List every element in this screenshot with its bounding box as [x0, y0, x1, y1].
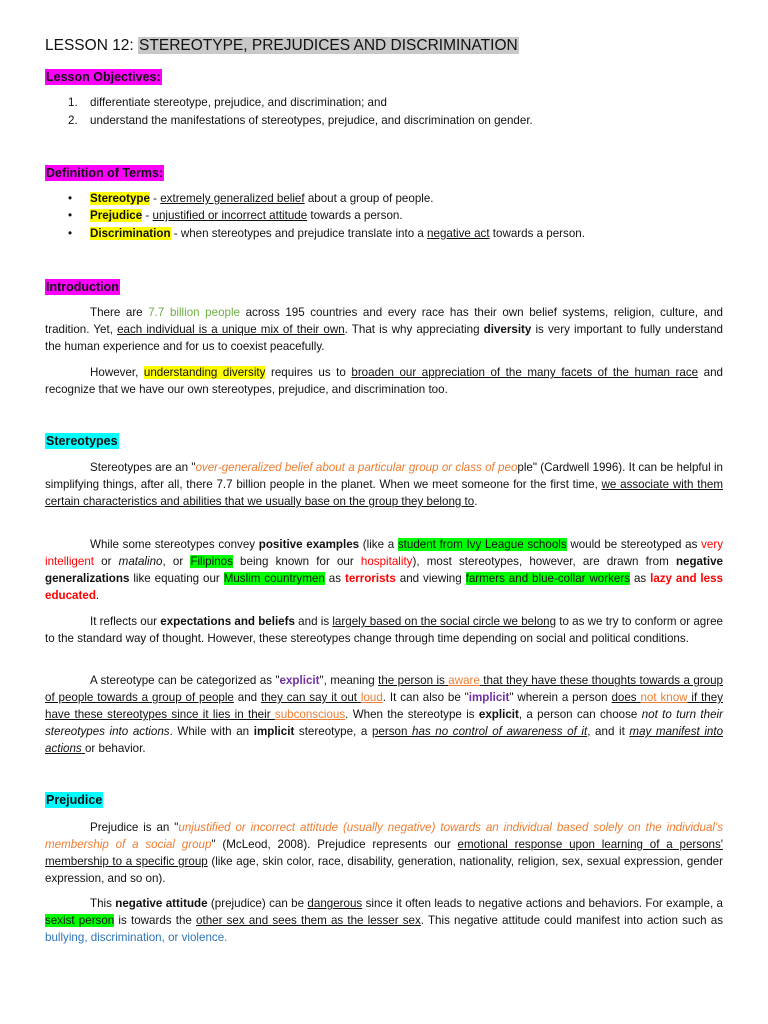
text-run: . When the stereotype is: [345, 708, 479, 721]
text-run: person: [371, 725, 412, 738]
introduction-paragraph-2: [45, 364, 723, 398]
text-run: ), most stereotypes, however, are drawn from: [412, 555, 676, 568]
stereotypes-paragraph-4: [45, 672, 723, 757]
lesson-title: [45, 37, 519, 55]
text-run: . While with an: [169, 725, 254, 738]
text-run: very intelligent: [45, 538, 724, 568]
text-run: or behavior.: [84, 742, 146, 755]
text-run: " wherein a person: [509, 691, 612, 704]
text-run: Muslim countrymen: [223, 572, 325, 585]
text-run: farmers and blue-collar workers: [465, 572, 631, 585]
text-run: is towards the: [114, 914, 197, 927]
text-run: other sex and sees them as the lesser sex: [196, 914, 421, 927]
text-run: Filipinos: [190, 555, 233, 568]
text-run: terrorists: [344, 572, 396, 585]
text-run: to as we try to conform or agree to the standard way of thought. However, these stereotypes change through time depending on social and political conditions.: [45, 615, 723, 645]
bullet-icon: •: [68, 227, 73, 240]
lesson-number: LESSON 12:: [45, 37, 139, 54]
text-run: " (McLeod, 2008). Prejudice represents our: [211, 838, 458, 851]
text-run: as: [630, 572, 651, 585]
text-run: would be stereotyped as: [566, 538, 702, 551]
definition-item: • Prejudice - unjustified or incorrect attitude towards a person.: [68, 209, 403, 222]
text-run: that they have these thoughts towards a group of people towards a group of people: [45, 674, 723, 704]
text-run: stereotype, a: [294, 725, 372, 738]
text-run: like equating our: [129, 572, 224, 585]
text-run: Prejudice is an ": [90, 821, 179, 834]
text-run: While some stereotypes convey: [90, 538, 259, 551]
objective-item: 2. understand the manifestations of stereotypes, prejudice, and discrimination on gender.: [68, 114, 533, 127]
stereotypes-heading: Stereotypes: [46, 434, 118, 448]
text-run: broaden our appreciation of the many facets of the human race: [351, 366, 699, 379]
text-run: is very important to fully understand the human experience and for us to coexist peacefully.: [45, 323, 723, 353]
text-run: subconscious: [274, 708, 346, 721]
text-run: being known for our: [232, 555, 361, 568]
text-run: understanding diversity: [143, 366, 266, 379]
stereotypes-paragraph-1: [45, 459, 723, 510]
text-run: (like age, skin color, race, disability, generation, nationality, religion, sex, sexual expression, gender expression, and so on).: [45, 855, 723, 885]
text-run: sexist person: [45, 914, 115, 927]
text-run: (prejudice) can be: [207, 897, 308, 910]
text-run: requires us to: [265, 366, 352, 379]
text-run: since it often leads to negative actions and behaviors. For example, a: [362, 897, 724, 910]
text-run: and recognize that we have our own stereotypes, prejudice, and discrimination too.: [45, 366, 723, 396]
definitions-heading: Definition of Terms:: [46, 166, 164, 180]
text-run: may manifest into actions: [45, 725, 724, 755]
text-run: positive examples: [258, 538, 360, 551]
text-run: aware: [448, 674, 480, 687]
text-run: expectations and beliefs: [160, 615, 295, 628]
text-run: or: [94, 555, 119, 568]
definition-item: • Discrimination - when stereotypes and prejudice translate into a negative act towards a person.: [68, 227, 585, 240]
text-run: has no control of awareness of it: [412, 725, 588, 738]
text-run: , a person can choose: [518, 708, 642, 721]
text-run: .: [474, 495, 478, 508]
prejudice-paragraph-1: [45, 819, 723, 887]
text-run: largely based on the social circle we belong: [332, 615, 557, 628]
text-run: ple" (Cardwell 1996). It can be helpful in simplifying things, after all, there 7.7 billion people in the planet. When we meet someone for the first time,: [45, 461, 723, 491]
text-run: does: [611, 691, 641, 704]
text-run: not to turn their stereotypes into actions: [45, 708, 723, 738]
text-run: , and it: [587, 725, 630, 738]
text-run: Stereotypes are an ": [90, 461, 196, 474]
text-run: . That is why appreciating: [344, 323, 484, 336]
text-run: loud: [360, 691, 383, 704]
text-run: unjustified or incorrect attitude (usually negative) towards an individual based solely on the individual's membership of a social group: [45, 821, 723, 851]
text-run: A stereotype can be categorized as ": [90, 674, 280, 687]
text-run: dangerous: [307, 897, 363, 910]
text-run: ", meaning: [319, 674, 379, 687]
text-run: matalino: [118, 555, 163, 568]
lesson-topic: STEREOTYPE, PREJUDICES AND DISCRIMINATION: [139, 37, 518, 54]
text-run: This: [90, 897, 116, 910]
text-run: they can say it out: [260, 691, 361, 704]
text-run: negative generalizations: [45, 555, 723, 585]
objective-item: 1. differentiate stereotype, prejudice, and discrimination; and: [68, 96, 387, 109]
text-run: student from Ivy League schools: [397, 538, 567, 551]
text-run: implicit: [468, 691, 510, 704]
text-run: 7.7 billion people: [148, 306, 240, 319]
stereotypes-paragraph-2: [45, 536, 723, 604]
text-run: . It can also be ": [382, 691, 469, 704]
definition-item: • Stereotype - extremely generalized belief about a group of people.: [68, 192, 434, 205]
text-run: hospitality: [360, 555, 413, 568]
text-run: There are: [90, 306, 149, 319]
text-run: we associate with them certain characteristics and abilities that we usually base on the group they belong to: [45, 478, 723, 508]
text-run: [412, 725, 587, 738]
text-run: (like a: [359, 538, 398, 551]
text-run: However,: [90, 366, 144, 379]
text-run: the person is: [378, 674, 449, 687]
introduction-paragraph-1: [45, 304, 723, 355]
text-run: It reflects our: [90, 615, 161, 628]
text-run: implicit: [253, 725, 295, 738]
text-run: and: [233, 691, 261, 704]
text-run: diversity: [483, 323, 532, 336]
text-run: .: [95, 589, 100, 602]
text-run: not know: [640, 691, 688, 704]
text-run: as: [324, 572, 345, 585]
text-run: each individual is a unique mix of their own: [117, 323, 345, 336]
text-run: explicit: [279, 674, 320, 687]
text-run: across 195 countries and every race has their own belief systems, religion, culture, and tradition. Yet,: [45, 306, 723, 336]
text-run: if they have these stereotypes since it lies in their: [45, 691, 723, 721]
text-run: bullying, discrimination, or violence.: [45, 931, 228, 944]
text-run: explicit: [478, 708, 519, 721]
introduction-heading: Introduction: [46, 280, 119, 294]
objectives-heading: Lesson Objectives:: [46, 70, 161, 84]
bullet-icon: •: [68, 192, 73, 205]
text-run: . This negative attitude could manifest into action such as: [420, 914, 723, 927]
text-run: negative attitude: [115, 897, 208, 910]
stereotypes-paragraph-3: [45, 613, 723, 647]
text-run: and is: [294, 615, 333, 628]
text-run: , or: [162, 555, 191, 568]
text-run: emotional response upon learning of a persons' membership to a specific group: [45, 838, 723, 868]
prejudice-paragraph-2: [45, 895, 723, 946]
text-run: and viewing: [395, 572, 466, 585]
text-run: over-generalized belief about a particular group or class of peo: [195, 461, 518, 474]
bullet-icon: •: [68, 209, 73, 222]
text-run: lazy and less educated: [45, 572, 723, 602]
prejudice-heading: Prejudice: [46, 793, 103, 807]
